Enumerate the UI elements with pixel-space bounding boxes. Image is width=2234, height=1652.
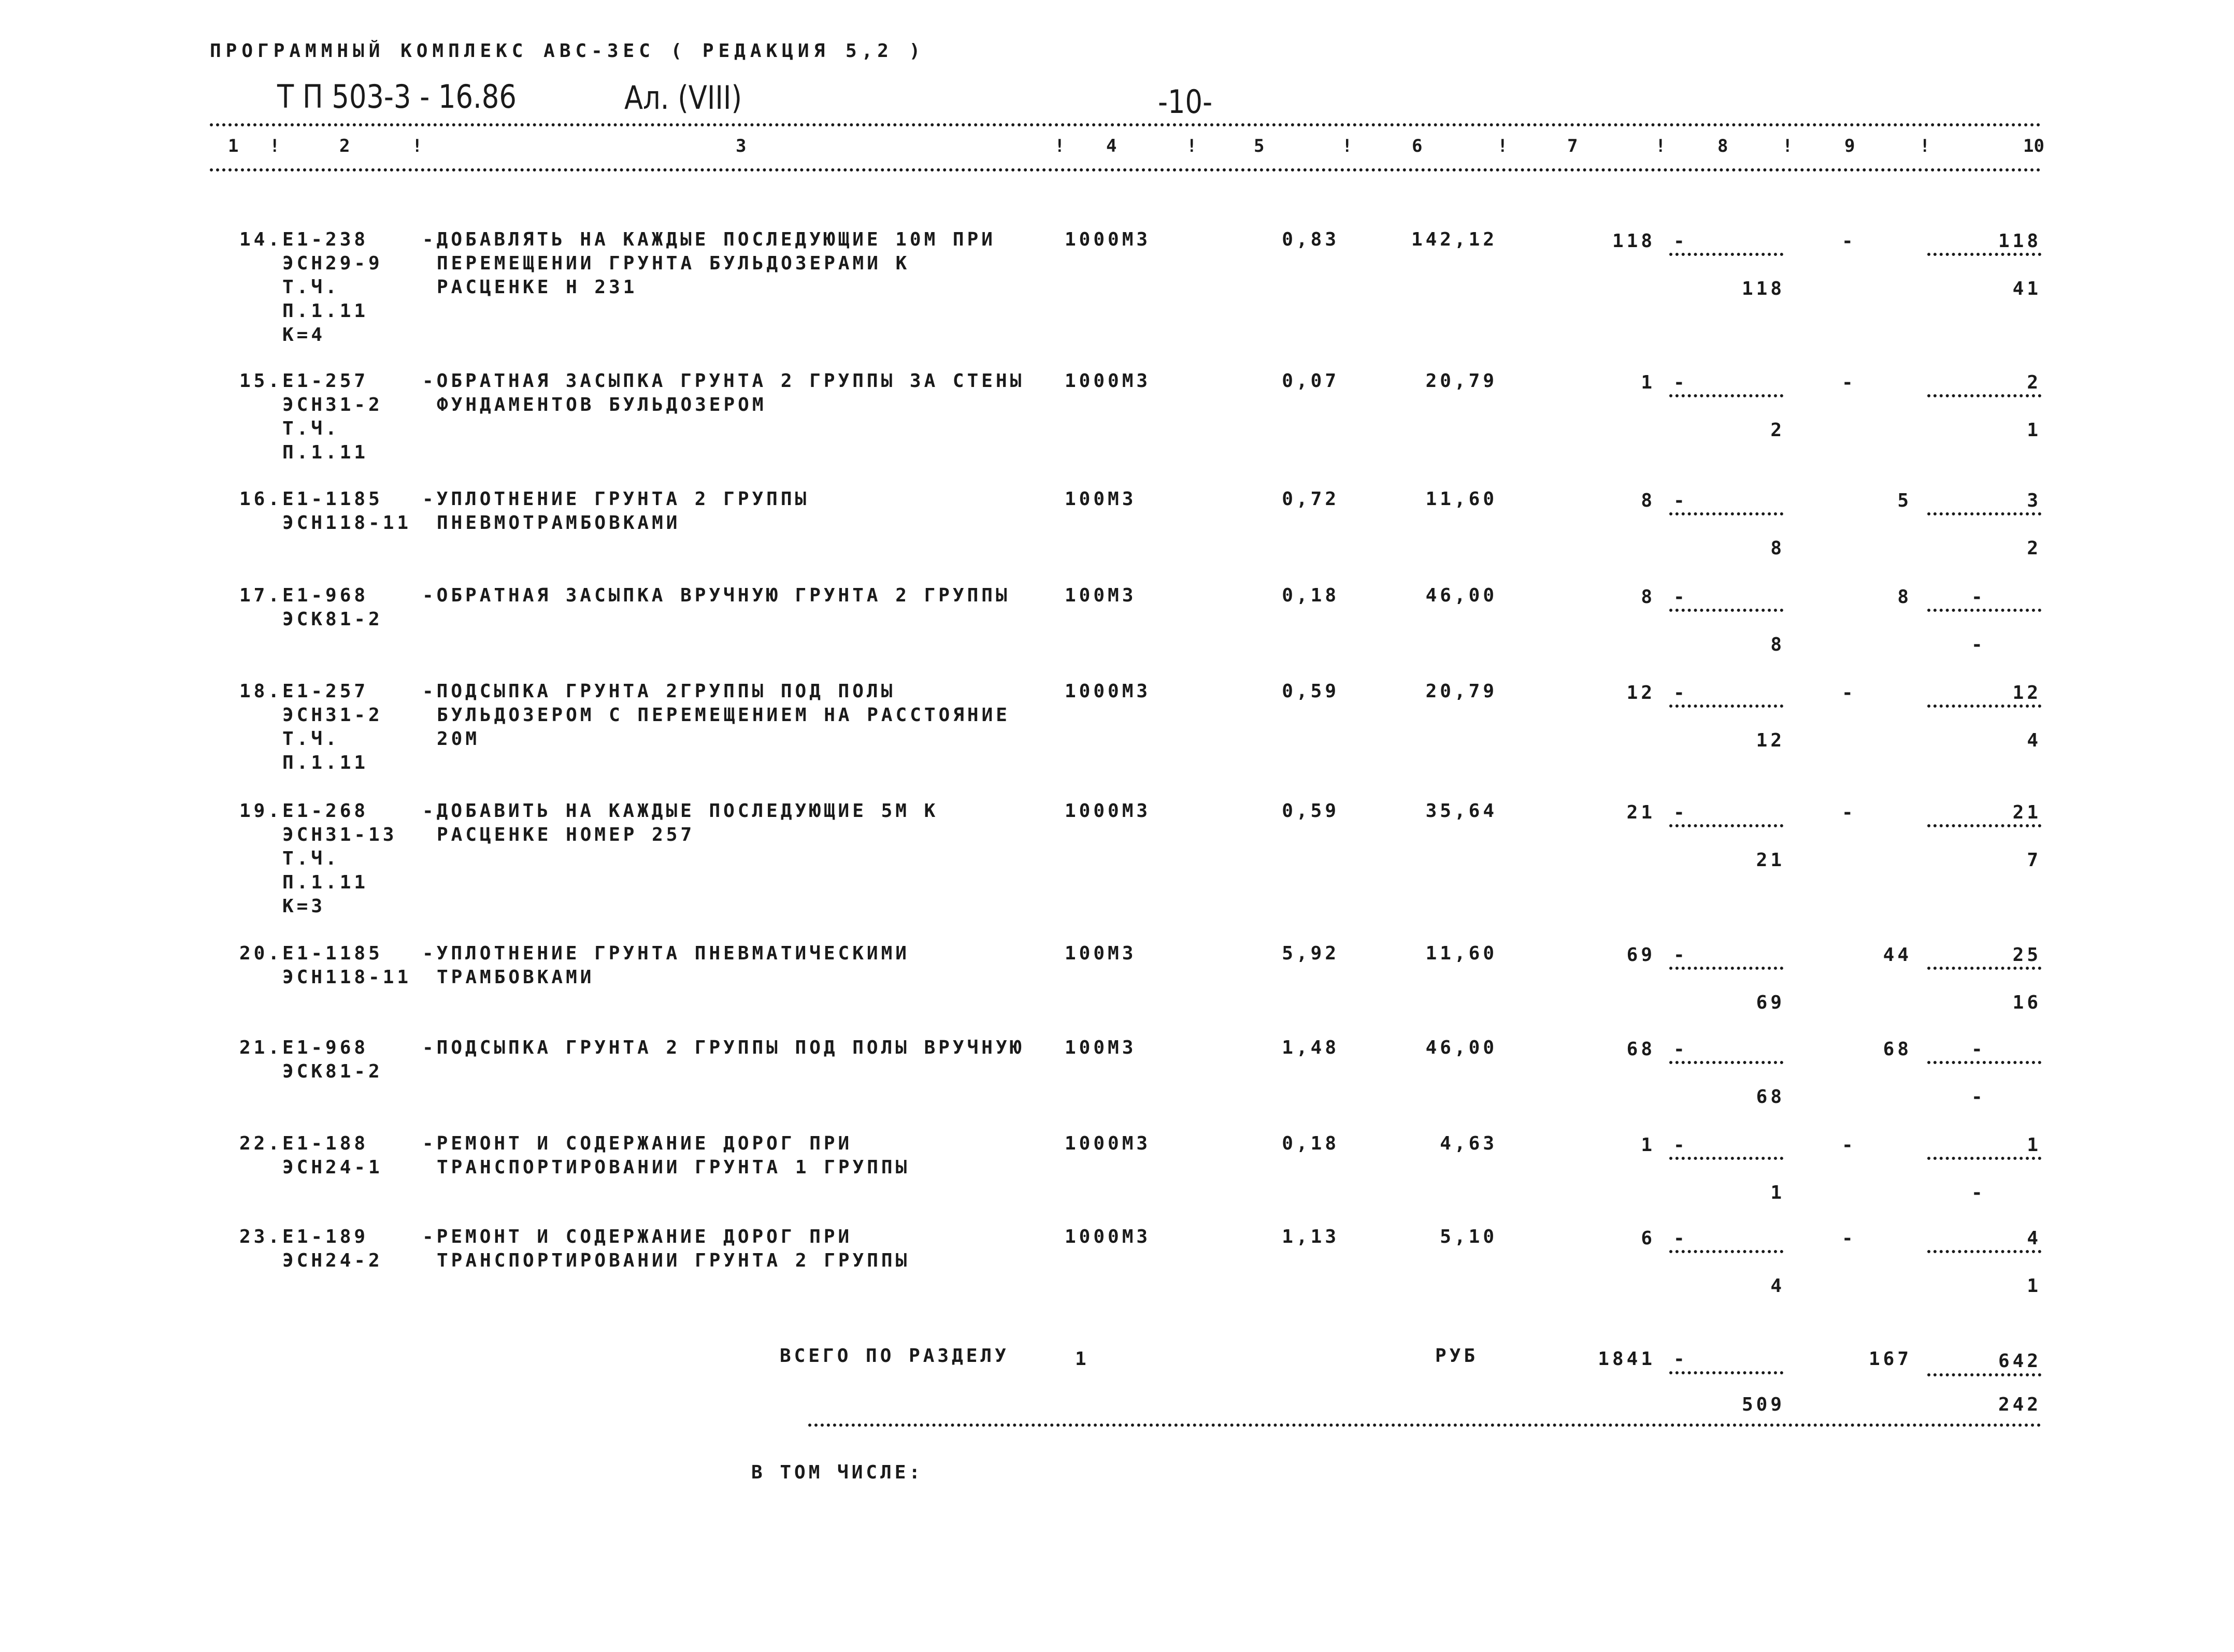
totals-col6: РУБ [1435, 1345, 1479, 1367]
item-code: К=3 [282, 896, 326, 917]
col8-top: - [1673, 802, 1688, 823]
column-separator: ! [1054, 136, 1065, 156]
item-code: ЭСН29-9 [282, 253, 383, 274]
item-description: -ОБРАТНАЯ ЗАСЫПКА ВРУЧНУЮ ГРУНТА 2 ГРУППЫ [422, 585, 1010, 606]
column-header: 7 [1567, 136, 1578, 156]
column-separator: ! [269, 136, 280, 156]
header-rule-bottom [210, 168, 2041, 171]
col8-bottom: 21 [1756, 850, 1785, 871]
item-code: П.1.11 [282, 872, 369, 893]
item-unit-price: 5,10 [1440, 1226, 1497, 1247]
item-number: 20.Е1-1185 [239, 943, 383, 964]
item-code: П.1.11 [282, 300, 369, 322]
item-number: 22.Е1-188 [239, 1133, 369, 1154]
item-unit-price: 46,00 [1425, 585, 1497, 606]
item-code: Т.Ч. [282, 728, 340, 750]
item-code: Т.Ч. [282, 848, 340, 869]
col8-top: - [1673, 586, 1688, 608]
item-code: ЭСН31-2 [282, 394, 383, 415]
col10-divider [1927, 1061, 2041, 1064]
col8-top: - [1673, 372, 1688, 393]
item-code: П.1.11 [282, 752, 369, 773]
item-unit-price: 11,60 [1425, 489, 1497, 510]
item-description: -ПОДСЫПКА ГРУНТА 2 ГРУППЫ ПОД ПОЛЫ ВРУЧНУЮ [422, 1037, 1025, 1058]
col10-bottom: - [1971, 634, 1986, 655]
totals-col8-top: - [1673, 1348, 1688, 1370]
col8-divider [1669, 824, 1783, 827]
item-code: ЭСН24-2 [282, 1250, 383, 1271]
totals-col10-bottom: 242 [1998, 1394, 2041, 1415]
item-description: -ДОБАВЛЯТЬ НА КАЖДЫЕ ПОСЛЕДУЮЩИЕ 10М ПРИ [422, 229, 996, 250]
totals-label: ВСЕГО ПО РАЗДЕЛУ [780, 1345, 1009, 1367]
col8-bottom: 8 [1770, 634, 1785, 655]
item-unit: 1000М3 [1065, 370, 1151, 392]
item-unit: 1000М3 [1065, 681, 1151, 702]
col10-divider [1927, 1157, 2041, 1160]
item-number: 15.Е1-257 [239, 370, 369, 392]
item-description: БУЛЬДОЗЕРОМ С ПЕРЕМЕЩЕНИЕМ НА РАССТОЯНИЕ [437, 705, 1010, 726]
col10-top: 118 [1998, 231, 2041, 252]
item-quantity: 0,18 [1282, 1133, 1339, 1154]
item-unit-price: 11,60 [1425, 943, 1497, 964]
footer-note: В ТОМ ЧИСЛЕ: [751, 1462, 924, 1483]
item-unit: 100М3 [1065, 1037, 1137, 1058]
col9-value: 44 [1883, 944, 1912, 966]
item-code: Т.Ч. [282, 418, 340, 439]
col10-bottom: 2 [2027, 538, 2041, 559]
item-number: 19.Е1-268 [239, 800, 369, 822]
col10-bottom: 16 [2012, 992, 2041, 1013]
item-description: ТРАМБОВКАМИ [437, 967, 595, 988]
col8-divider [1669, 609, 1783, 612]
item-unit-price: 142,12 [1411, 229, 1497, 250]
item-code: Т.Ч. [282, 277, 340, 298]
col8-divider [1669, 967, 1783, 970]
col10-bottom: - [1971, 1182, 1986, 1203]
col10-top: 21 [2012, 802, 2041, 823]
col10-divider [1927, 967, 2041, 970]
item-description: -УПЛОТНЕНИЕ ГРУНТА ПНЕВМАТИЧЕСКИМИ [422, 943, 910, 964]
program-header: ПРОГРАММНЫЙ КОМПЛЕКС АВС-3ЕС ( РЕДАКЦИЯ 5,2 ) [210, 40, 925, 62]
col9-value: - [1842, 372, 1856, 393]
totals-col8-bottom: 509 [1741, 1394, 1785, 1415]
item-total: 69 [1626, 944, 1655, 966]
item-description: РАСЦЕНКЕ Н 231 [437, 277, 638, 298]
item-description: ТРАНСПОРТИРОВАНИИ ГРУНТА 1 ГРУППЫ [437, 1157, 910, 1178]
col9-value: - [1842, 1228, 1856, 1249]
col10-divider [1927, 394, 2041, 397]
item-unit: 100М3 [1065, 943, 1137, 964]
item-number: 23.Е1-189 [239, 1226, 369, 1247]
col8-top: - [1673, 1228, 1688, 1249]
col8-top: - [1673, 1134, 1688, 1156]
item-code: ЭСН118-11 [282, 967, 412, 988]
item-number: 14.Е1-238 [239, 229, 369, 250]
column-header: 3 [736, 136, 747, 156]
col8-top: - [1673, 490, 1688, 511]
col8-divider [1669, 1250, 1783, 1253]
item-total: 21 [1626, 802, 1655, 823]
item-unit: 1000М3 [1065, 800, 1151, 822]
item-code: ЭСН31-13 [282, 824, 397, 845]
col10-top: 2 [2027, 372, 2041, 393]
column-header: 5 [1254, 136, 1265, 156]
header-rule-top [210, 123, 2041, 126]
column-separator: ! [412, 136, 423, 156]
item-total: 118 [1612, 231, 1655, 252]
col9-value: - [1842, 1134, 1856, 1156]
column-header: 1 [228, 136, 239, 156]
col9-value: 5 [1897, 490, 1912, 511]
column-separator: ! [1920, 136, 1930, 156]
col8-top: - [1673, 682, 1688, 703]
col10-divider [1927, 512, 2041, 515]
col8-divider [1669, 253, 1783, 256]
column-header: 10 [2023, 136, 2044, 156]
totals-col10-top: 642 [1998, 1351, 2041, 1372]
item-number: 21.Е1-968 [239, 1037, 369, 1058]
item-quantity: 1,13 [1282, 1226, 1339, 1247]
col10-bottom: 1 [2027, 420, 2041, 441]
col10-top: 3 [2027, 490, 2041, 511]
col10-divider [1927, 609, 2041, 612]
project-code: Т П 503-3 - 16.86 [277, 78, 517, 116]
column-separator: ! [1186, 136, 1197, 156]
column-header: 8 [1717, 136, 1728, 156]
col8-bottom: 69 [1756, 992, 1785, 1013]
item-quantity: 0,18 [1282, 585, 1339, 606]
item-code: П.1.11 [282, 442, 369, 463]
item-code: ЭСН31-2 [282, 705, 383, 726]
col10-top: - [1971, 586, 1986, 608]
totals-col8-divider [1669, 1371, 1783, 1374]
column-separator: ! [1655, 136, 1666, 156]
item-unit: 1000М3 [1065, 1133, 1151, 1154]
column-separator: ! [1497, 136, 1508, 156]
item-unit-price: 20,79 [1425, 681, 1497, 702]
col9-value: - [1842, 682, 1856, 703]
item-total: 1 [1641, 372, 1655, 393]
item-total: 68 [1626, 1039, 1655, 1060]
col10-top: 12 [2012, 682, 2041, 703]
col8-bottom: 68 [1756, 1086, 1785, 1108]
item-unit-price: 46,00 [1425, 1037, 1497, 1058]
album-number: Ал. (VIII) [624, 79, 742, 117]
totals-sum: 1841 [1598, 1348, 1655, 1370]
item-total: 6 [1641, 1228, 1655, 1249]
column-header: 6 [1412, 136, 1423, 156]
item-code: ЭСН24-1 [282, 1157, 383, 1178]
item-quantity: 0,83 [1282, 229, 1339, 250]
item-description: ФУНДАМЕНТОВ БУЛЬДОЗЕРОМ [437, 394, 767, 415]
item-unit-price: 20,79 [1425, 370, 1497, 392]
col8-bottom: 118 [1741, 278, 1785, 299]
item-unit: 1000М3 [1065, 1226, 1151, 1247]
col8-divider [1669, 1061, 1783, 1064]
item-description: ПЕРЕМЕЩЕНИИ ГРУНТА БУЛЬДОЗЕРАМИ К [437, 253, 910, 274]
col8-bottom: 12 [1756, 730, 1785, 751]
item-number: 18.Е1-257 [239, 681, 369, 702]
col10-bottom: 7 [2027, 850, 2041, 871]
col8-divider [1669, 1157, 1783, 1160]
item-unit: 100М3 [1065, 585, 1137, 606]
col8-bottom: 1 [1770, 1182, 1785, 1203]
column-header: 2 [339, 136, 350, 156]
column-header: 4 [1106, 136, 1117, 156]
col10-divider [1927, 824, 2041, 827]
totals-rule [808, 1424, 2041, 1427]
col8-divider [1669, 394, 1783, 397]
col8-bottom: 8 [1770, 538, 1785, 559]
col8-divider [1669, 512, 1783, 515]
col9-value: - [1842, 802, 1856, 823]
col9-value: - [1842, 231, 1856, 252]
item-unit-price: 4,63 [1440, 1133, 1497, 1154]
page-number: -10- [1158, 83, 1213, 121]
item-code: ЭСН118-11 [282, 512, 412, 534]
col10-bottom: 1 [2027, 1275, 2041, 1297]
column-separator: ! [1342, 136, 1353, 156]
item-description: -ПОДСЫПКА ГРУНТА 2ГРУППЫ ПОД ПОЛЫ [422, 681, 896, 702]
col8-divider [1669, 705, 1783, 708]
col8-top: - [1673, 944, 1688, 966]
col9-value: 8 [1897, 586, 1912, 608]
col10-bottom: 4 [2027, 730, 2041, 751]
item-description: -УПЛОТНЕНИЕ ГРУНТА 2 ГРУППЫ [422, 489, 810, 510]
col10-top: 4 [2027, 1228, 2041, 1249]
item-unit-price: 35,64 [1425, 800, 1497, 822]
item-description: 20М [437, 728, 480, 750]
column-separator: ! [1782, 136, 1793, 156]
col10-top: 1 [2027, 1134, 2041, 1156]
item-description: ТРАНСПОРТИРОВАНИИ ГРУНТА 2 ГРУППЫ [437, 1250, 910, 1271]
item-quantity: 1,48 [1282, 1037, 1339, 1058]
item-quantity: 5,92 [1282, 943, 1339, 964]
item-number: 17.Е1-968 [239, 585, 369, 606]
item-description: -РЕМОНТ И СОДЕРЖАНИЕ ДОРОГ ПРИ [422, 1226, 853, 1247]
col8-top: - [1673, 1039, 1688, 1060]
column-header: 9 [1844, 136, 1855, 156]
col10-top: 25 [2012, 944, 2041, 966]
item-description: РАСЦЕНКЕ НОМЕР 257 [437, 824, 695, 845]
item-quantity: 0,59 [1282, 800, 1339, 822]
item-code: ЭСК81-2 [282, 1061, 383, 1082]
totals-col9: 167 [1868, 1348, 1912, 1370]
item-quantity: 0,59 [1282, 681, 1339, 702]
item-description: -РЕМОНТ И СОДЕРЖАНИЕ ДОРОГ ПРИ [422, 1133, 853, 1154]
item-quantity: 0,72 [1282, 489, 1339, 510]
item-unit: 100М3 [1065, 489, 1137, 510]
totals-col4: 1 [1075, 1348, 1090, 1370]
col9-value: 68 [1883, 1039, 1912, 1060]
item-code: ЭСК81-2 [282, 609, 383, 630]
col10-top: - [1971, 1039, 1986, 1060]
item-total: 8 [1641, 586, 1655, 608]
col10-divider [1927, 705, 2041, 708]
item-total: 12 [1626, 682, 1655, 703]
totals-col10-divider [1927, 1373, 2041, 1376]
item-description: -ДОБАВИТЬ НА КАЖДЫЕ ПОСЛЕДУЮЩИЕ 5М К [422, 800, 939, 822]
item-total: 8 [1641, 490, 1655, 511]
col10-divider [1927, 1250, 2041, 1253]
item-total: 1 [1641, 1134, 1655, 1156]
item-description: ПНЕВМОТРАМБОВКАМИ [437, 512, 681, 534]
col8-bottom: 4 [1770, 1275, 1785, 1297]
item-description: -ОБРАТНАЯ ЗАСЫПКА ГРУНТА 2 ГРУППЫ ЗА СТЕНЫ [422, 370, 1025, 392]
item-quantity: 0,07 [1282, 370, 1339, 392]
col10-bottom: 41 [2012, 278, 2041, 299]
item-number: 16.Е1-1185 [239, 489, 383, 510]
col10-bottom: - [1971, 1086, 1986, 1108]
col8-bottom: 2 [1770, 420, 1785, 441]
col8-top: - [1673, 231, 1688, 252]
item-code: К=4 [282, 324, 326, 346]
item-unit: 1000М3 [1065, 229, 1151, 250]
col10-divider [1927, 253, 2041, 256]
